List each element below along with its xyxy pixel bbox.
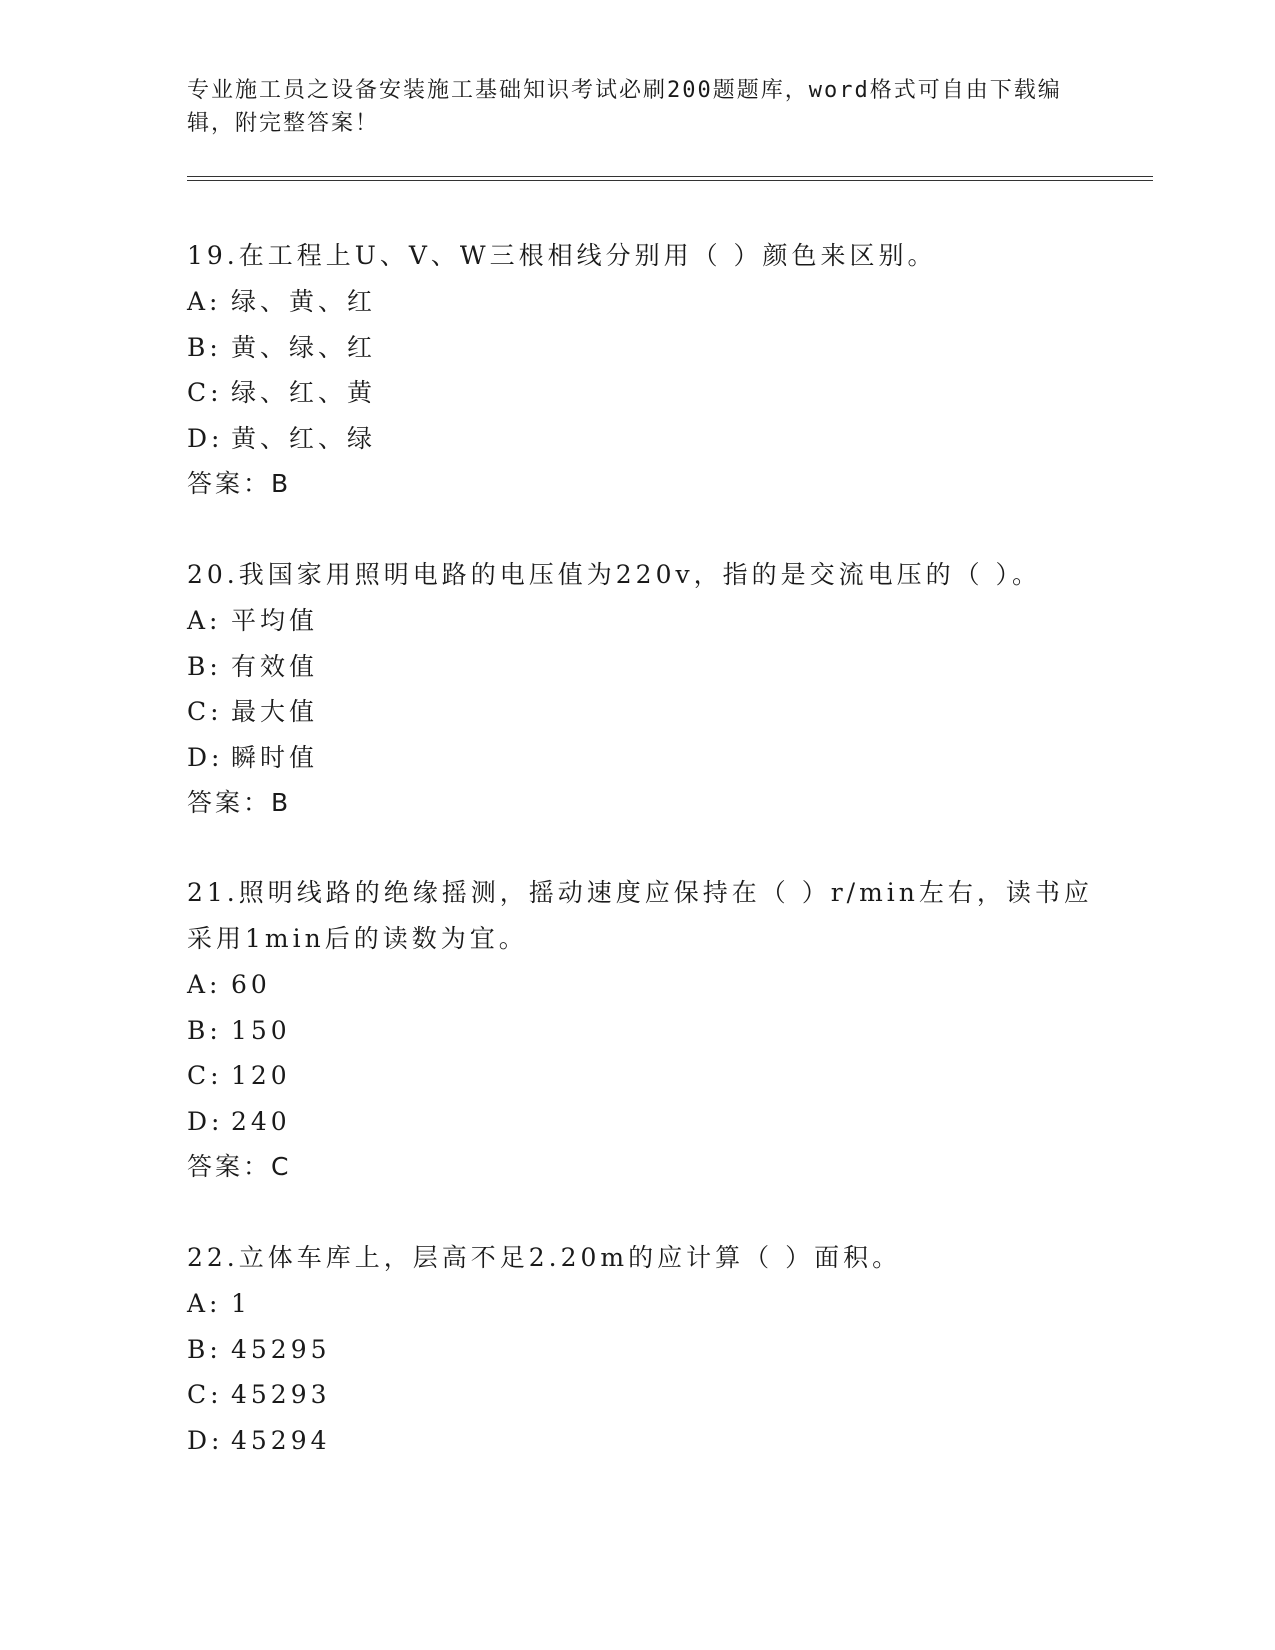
answer-line — [187, 780, 1117, 826]
option-letter: A: — [187, 970, 222, 999]
option-letter: D: — [187, 742, 224, 772]
question-stem: 21.照明线路的绝缘摇测，摇动速度应保持在（ ）r/min左右，读书应采用1min后的读数为宜。 — [187, 878, 1093, 953]
question-19 — [187, 233, 1117, 507]
option-text: 1 — [231, 1289, 251, 1318]
option-letter: B: — [187, 1015, 222, 1045]
answer-label: 答案： — [187, 1152, 272, 1181]
option-letter: A: — [187, 1289, 222, 1318]
option-a — [187, 598, 1117, 644]
option-b — [187, 1327, 1117, 1373]
answer-value: C — [271, 1152, 292, 1181]
option-letter: C: — [187, 378, 223, 407]
question-stem: 22.立体车库上，层高不足2.20m的应计算（ ）面积。 — [187, 1243, 902, 1272]
option-d — [187, 735, 1117, 781]
option-d — [187, 1099, 1117, 1145]
answer-value: B — [271, 469, 292, 498]
answer-line — [187, 1144, 1117, 1190]
option-a — [187, 962, 1117, 1008]
option-letter: A: — [187, 606, 222, 635]
option-text: 45293 — [231, 1380, 331, 1409]
option-d — [187, 1418, 1117, 1464]
option-letter: C: — [187, 1380, 223, 1409]
option-letter: C: — [187, 697, 223, 726]
question-22 — [187, 1235, 1117, 1463]
option-text: 240 — [231, 1106, 291, 1136]
option-text: 45294 — [231, 1425, 331, 1455]
option-letter: B: — [187, 332, 222, 362]
option-text: 瞬时值 — [231, 742, 319, 772]
option-text: 45295 — [231, 1334, 331, 1364]
option-text: 最大值 — [231, 697, 319, 726]
option-text: 120 — [231, 1061, 291, 1090]
option-text: 黄、绿、红 — [231, 332, 377, 362]
option-a — [187, 279, 1117, 325]
option-letter: A: — [187, 287, 222, 316]
option-b — [187, 644, 1117, 690]
option-letter: B: — [187, 651, 222, 681]
option-b — [187, 325, 1117, 371]
question-20 — [187, 552, 1117, 826]
option-letter: D: — [187, 423, 224, 453]
answer-line — [187, 461, 1117, 507]
answer-label: 答案： — [187, 469, 272, 498]
answer-value: B — [271, 788, 292, 817]
option-letter: D: — [187, 1425, 224, 1455]
option-c — [187, 370, 1117, 416]
option-b — [187, 1008, 1117, 1054]
option-d — [187, 416, 1117, 462]
question-21 — [187, 870, 1117, 1190]
option-letter: B: — [187, 1334, 222, 1364]
question-stem: 19.在工程上U、V、W三根相线分别用（ ）颜色来区别。 — [187, 241, 937, 270]
option-text: 有效值 — [231, 651, 319, 681]
option-text: 绿、黄、红 — [231, 287, 377, 316]
option-letter: D: — [187, 1106, 224, 1136]
option-c — [187, 689, 1117, 735]
header-divider-bottom — [187, 180, 1153, 181]
option-letter: C: — [187, 1061, 223, 1090]
document-title: 专业施工员之设备安装施工基础知识考试必刷200题题库，word格式可自由下载编辑，附完整答案！ — [187, 78, 1062, 136]
option-a — [187, 1281, 1117, 1327]
option-text: 黄、红、绿 — [231, 423, 377, 453]
header-divider-top — [187, 176, 1153, 177]
option-text: 150 — [231, 1015, 291, 1045]
answer-label: 答案： — [187, 788, 272, 817]
option-text: 60 — [231, 970, 271, 999]
option-text: 平均值 — [231, 606, 319, 635]
option-c — [187, 1372, 1117, 1418]
question-stem: 20.我国家用照明电路的电压值为220v，指的是交流电压的（ ）。 — [187, 560, 1042, 589]
option-text: 绿、红、黄 — [231, 378, 377, 407]
option-c — [187, 1053, 1117, 1099]
